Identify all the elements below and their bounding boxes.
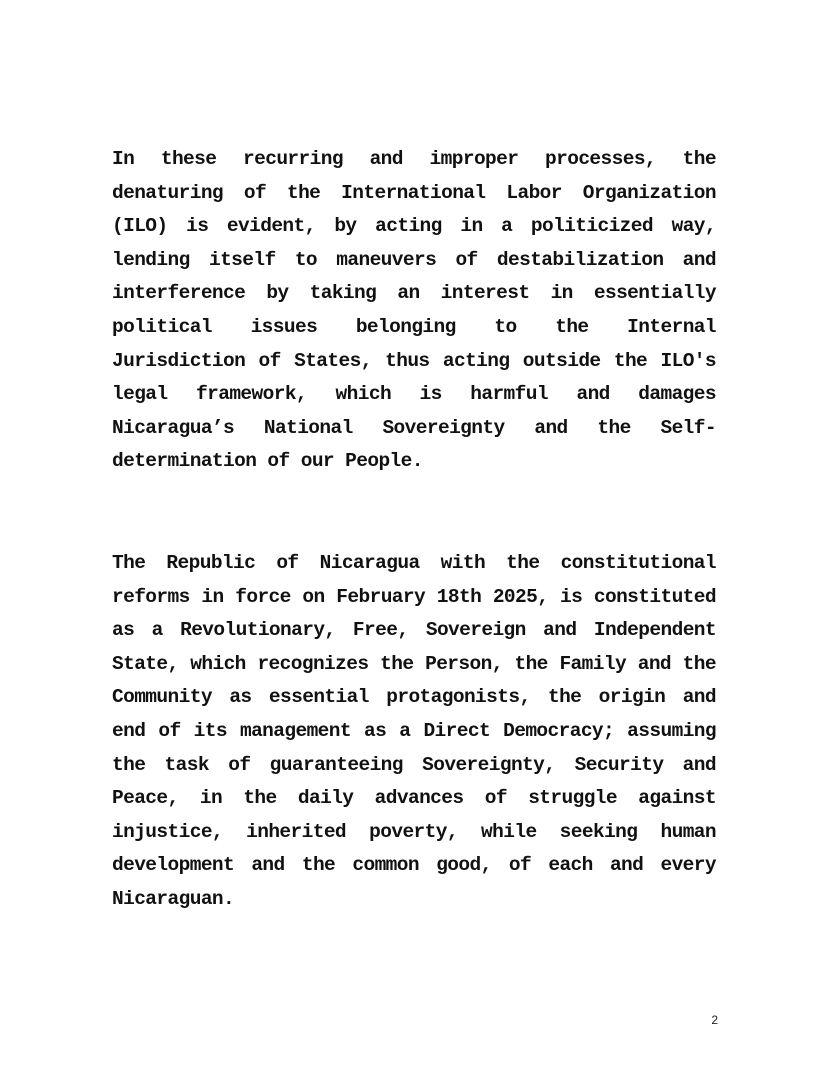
paragraph-republic-of-nicaragua: The Republic of Nicaragua with the constitutional reforms in force on February 18th 2025, is constituted as a Revolutionary, Free, Sovereign and Independent State, which recognizes the Person, the Family and the Community as essential protagonists, the origin and end of its management as a Direct Democracy; assuming the task of guaranteeing Sovereignty, Security and Peace, in the daily advances of struggle against injustice, inherited poverty, while seeking human development and the common good, of each and every Nicaraguan.: [112, 552, 716, 910]
paragraph-ilo-denaturing: In these recurring and improper processes, the denaturing of the International Labor Organization (ILO) is evident, by acting in a politicized way, lending itself to maneuvers of destabilization and interference by taking an interest in essentially political issues belonging to the Internal Jurisdiction of States, thus acting outside the ILO's legal framework, which is harmful and damages Nicaragua’s National Sovereignty and the Self-determination of our People.: [112, 148, 716, 473]
page-number: 2: [711, 1013, 718, 1027]
